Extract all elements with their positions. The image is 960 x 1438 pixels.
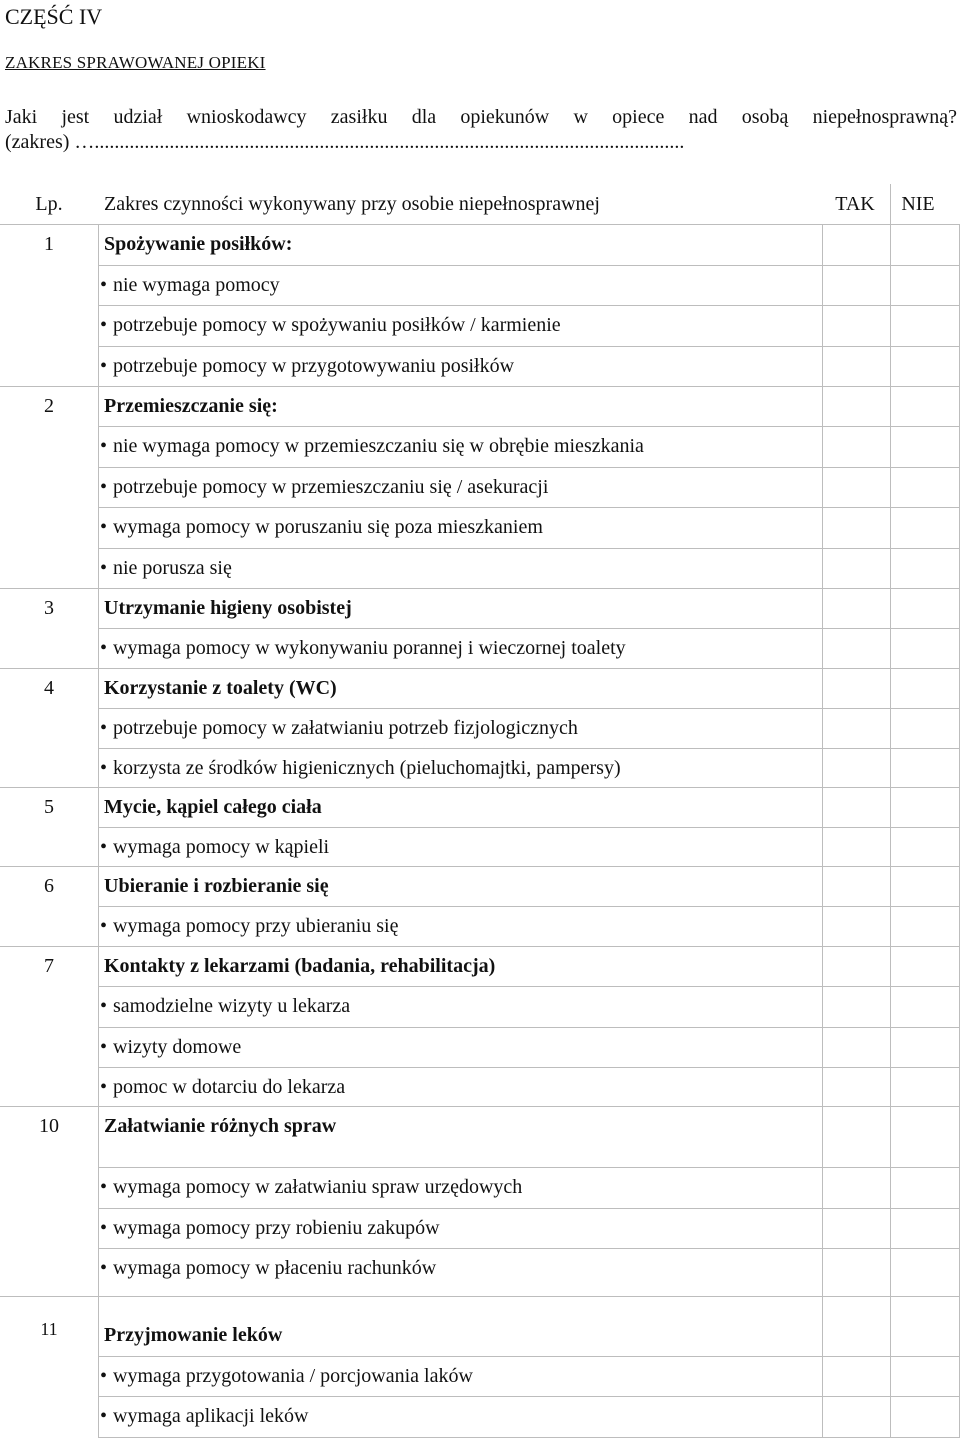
grid-line	[98, 708, 960, 709]
item-text	[100, 1208, 440, 1248]
tak-checkbox-cell[interactable]	[822, 827, 890, 867]
header-nie: NIE	[901, 193, 935, 215]
grid-line	[98, 224, 99, 1438]
grid-line	[98, 1356, 960, 1357]
list-item	[0, 305, 960, 345]
bullet-icon: •	[100, 717, 108, 739]
item-text	[100, 346, 514, 386]
bullet-icon: •	[100, 274, 108, 296]
grid-line	[0, 1106, 960, 1107]
grid-line	[98, 827, 960, 828]
item-text	[100, 1167, 522, 1207]
part-title: CZĘŚĆ IV	[5, 4, 103, 29]
item-text	[100, 906, 398, 946]
nie-checkbox-cell[interactable]	[890, 748, 960, 788]
grid-line	[98, 426, 960, 427]
bullet-icon: •	[100, 1257, 108, 1279]
group-title-row	[0, 224, 960, 264]
list-item	[0, 1027, 960, 1067]
group-title-row	[0, 588, 960, 628]
item-text	[100, 708, 578, 748]
bullet-icon: •	[100, 557, 108, 579]
header-tak: TAK	[835, 193, 875, 215]
nie-checkbox-cell[interactable]	[890, 1208, 960, 1248]
group-title-row	[0, 1315, 960, 1355]
row-number: 3	[44, 597, 54, 619]
nie-checkbox-cell[interactable]	[890, 346, 960, 386]
item-label: korzysta ze środków higienicznych (pieluchomajtki, pampersy)	[113, 757, 621, 779]
item-label: wymaga pomocy przy robieniu zakupów	[113, 1217, 440, 1239]
item-text	[100, 1396, 309, 1436]
group-title: Przyjmowanie leków	[104, 1324, 283, 1346]
list-item	[0, 467, 960, 507]
bullet-icon: •	[100, 516, 108, 538]
tak-checkbox-cell[interactable]	[822, 986, 890, 1026]
row-number: 6	[44, 875, 54, 897]
item-label: wymaga pomocy w załatwianiu spraw urzędowych	[113, 1176, 523, 1198]
bullet-icon: •	[100, 995, 108, 1017]
group-title: Spożywanie posiłków:	[104, 233, 293, 255]
grid-line	[0, 386, 960, 387]
item-label: potrzebuje pomocy w spożywaniu posiłków / karmienie	[113, 314, 561, 336]
list-item	[0, 708, 960, 748]
item-text	[100, 986, 350, 1026]
grid-line	[0, 1296, 960, 1297]
grid-line	[98, 265, 960, 266]
item-text	[100, 1067, 345, 1107]
group-title: Utrzymanie higieny osobistej	[104, 597, 352, 619]
tak-checkbox-cell[interactable]	[822, 305, 890, 345]
tak-checkbox-cell[interactable]	[822, 1248, 890, 1288]
list-item	[0, 1208, 960, 1248]
grid-line	[98, 1167, 960, 1168]
list-item	[0, 827, 960, 867]
row-number: 5	[44, 796, 54, 818]
nie-checkbox-cell[interactable]	[890, 1356, 960, 1396]
answer-field[interactable]: (zakres) …......................................................................................................................	[5, 131, 685, 153]
grid-line	[0, 866, 960, 867]
grid-line	[98, 1208, 960, 1209]
grid-line	[98, 1396, 960, 1397]
bullet-icon: •	[100, 915, 108, 937]
item-label: pomoc w dotarciu do lekarza	[113, 1076, 346, 1098]
item-label: samodzielne wizyty u lekarza	[113, 995, 351, 1017]
grid-line	[98, 1027, 960, 1028]
item-label: wymaga pomocy w poruszaniu się poza mieszkaniem	[113, 516, 543, 538]
nie-checkbox-cell[interactable]	[890, 305, 960, 345]
grid-line	[98, 748, 960, 749]
row-number: 11	[40, 1319, 58, 1339]
nie-checkbox-cell[interactable]	[890, 548, 960, 588]
list-item	[0, 748, 960, 788]
bullet-icon: •	[100, 1076, 108, 1098]
grid-line	[98, 628, 960, 629]
item-label: potrzebuje pomocy w przemieszczaniu się / asekuracji	[113, 476, 549, 498]
tak-checkbox-cell[interactable]	[822, 1167, 890, 1207]
group-title-row	[0, 668, 960, 708]
list-item	[0, 1396, 960, 1436]
grid-line	[98, 346, 960, 347]
item-label: wymaga pomocy w kąpieli	[113, 836, 330, 858]
group-title: Kontakty z lekarzami (badania, rehabilitacja)	[104, 955, 496, 977]
bullet-icon: •	[100, 1036, 108, 1058]
item-label: wymaga aplikacji leków	[113, 1405, 309, 1427]
group-title: Załatwianie różnych spraw	[104, 1115, 337, 1137]
tak-checkbox-cell[interactable]	[822, 1208, 890, 1248]
item-label: potrzebuje pomocy w załatwianiu potrzeb fizjologicznych	[113, 717, 578, 739]
tak-checkbox-cell[interactable]	[822, 1027, 890, 1067]
group-title-row	[0, 386, 960, 426]
grid-line	[98, 507, 960, 508]
item-label: nie wymaga pomocy w przemieszczaniu się w obrębie mieszkania	[113, 435, 644, 457]
bullet-icon: •	[100, 1365, 108, 1387]
tak-checkbox-cell[interactable]	[822, 628, 890, 668]
item-label: nie porusza się	[113, 557, 232, 579]
list-item	[0, 346, 960, 386]
tak-checkbox-cell[interactable]	[822, 906, 890, 946]
row-number: 4	[44, 677, 54, 699]
tak-checkbox-cell[interactable]	[822, 346, 890, 386]
row-number: 10	[39, 1115, 59, 1137]
grid-line	[0, 224, 960, 225]
item-text	[100, 467, 548, 507]
tak-checkbox-cell[interactable]	[822, 708, 890, 748]
group-title: Ubieranie i rozbieranie się	[104, 875, 329, 897]
section-title: ZAKRES SPRAWOWANEJ OPIEKI	[5, 53, 266, 72]
nie-checkbox-cell[interactable]	[890, 1396, 960, 1436]
list-item	[0, 426, 960, 466]
list-item	[0, 507, 960, 547]
group-title-row	[0, 946, 960, 986]
list-item	[0, 906, 960, 946]
tak-checkbox-cell[interactable]	[822, 1396, 890, 1436]
list-item	[0, 1167, 960, 1207]
grid-line	[98, 467, 960, 468]
list-item	[0, 548, 960, 588]
item-text	[100, 1356, 473, 1396]
nie-checkbox-cell[interactable]	[890, 1167, 960, 1207]
grid-line	[0, 668, 960, 669]
list-item	[0, 1248, 960, 1288]
row-number: 1	[44, 233, 54, 255]
group-title: Przemieszczanie się:	[104, 395, 278, 417]
list-item	[0, 1067, 960, 1107]
nie-checkbox-cell[interactable]	[890, 507, 960, 547]
grid-line	[98, 1248, 960, 1249]
item-text	[100, 1248, 436, 1288]
group-title: Korzystanie z toalety (WC)	[104, 677, 337, 699]
bullet-icon: •	[100, 836, 108, 858]
bullet-icon: •	[100, 435, 108, 457]
bullet-icon: •	[100, 1405, 108, 1427]
item-text	[100, 548, 232, 588]
nie-checkbox-cell[interactable]	[890, 827, 960, 867]
grid-line	[0, 588, 960, 589]
item-text	[100, 507, 543, 547]
bullet-icon: •	[100, 1176, 108, 1198]
group-title-row	[0, 787, 960, 827]
item-text	[100, 1027, 241, 1067]
item-label: wymaga przygotowania / porcjowania laków	[113, 1365, 473, 1387]
grid-line	[98, 548, 960, 549]
grid-line	[98, 986, 960, 987]
header-lp: Lp.	[35, 193, 63, 215]
table-header-row	[0, 184, 960, 224]
item-label: nie wymaga pomocy	[113, 274, 280, 296]
bullet-icon: •	[100, 476, 108, 498]
bullet-icon: •	[100, 314, 108, 336]
list-item	[0, 628, 960, 668]
nie-checkbox-cell[interactable]	[890, 628, 960, 668]
nie-checkbox-cell[interactable]	[890, 426, 960, 466]
tak-checkbox-cell[interactable]	[822, 1356, 890, 1396]
tak-checkbox-cell[interactable]	[822, 1067, 890, 1107]
item-text	[100, 265, 280, 305]
grid-line	[0, 787, 960, 788]
tak-checkbox-cell[interactable]	[822, 507, 890, 547]
tak-checkbox-cell[interactable]	[822, 426, 890, 466]
nie-checkbox-cell[interactable]	[890, 986, 960, 1026]
grid-line	[890, 184, 891, 1438]
nie-checkbox-cell[interactable]	[890, 265, 960, 305]
nie-checkbox-cell[interactable]	[890, 467, 960, 507]
grid-line	[98, 906, 960, 907]
bullet-icon: •	[100, 637, 108, 659]
nie-checkbox-cell[interactable]	[890, 708, 960, 748]
header-description: Zakres czynności wykonywany przy osobie niepełnosprawnej	[104, 193, 600, 215]
question-text: Jaki jest udział wnioskodawcy zasiłku dla opiekunów w opiece nad osobą niepełnosprawną?	[5, 106, 957, 128]
tak-checkbox-cell[interactable]	[822, 748, 890, 788]
row-number: 7	[44, 955, 54, 977]
item-text	[100, 628, 626, 668]
tak-checkbox-cell[interactable]	[822, 265, 890, 305]
nie-checkbox-cell[interactable]	[890, 1027, 960, 1067]
tak-checkbox-cell[interactable]	[822, 467, 890, 507]
item-text	[100, 426, 644, 466]
item-text	[100, 305, 561, 345]
item-text	[100, 827, 329, 867]
item-label: wymaga pomocy w wykonywaniu porannej i wieczornej toalety	[113, 637, 626, 659]
grid-line	[0, 946, 960, 947]
nie-checkbox-cell[interactable]	[890, 1248, 960, 1288]
bullet-icon: •	[100, 1217, 108, 1239]
care-table	[0, 184, 960, 1438]
item-text	[100, 748, 621, 788]
item-label: wymaga pomocy przy ubieraniu się	[113, 915, 399, 937]
group-title: Mycie, kąpiel całego ciała	[104, 796, 322, 818]
bullet-icon: •	[100, 757, 108, 779]
grid-line	[98, 305, 960, 306]
grid-line	[98, 1067, 960, 1068]
item-label: potrzebuje pomocy w przygotowywaniu posiłków	[113, 355, 515, 377]
grid-line	[822, 224, 823, 1438]
bullet-icon: •	[100, 355, 108, 377]
tak-checkbox-cell[interactable]	[822, 548, 890, 588]
list-item	[0, 265, 960, 305]
item-label: wymaga pomocy w płaceniu rachunków	[113, 1257, 437, 1279]
group-title-row	[0, 866, 960, 906]
nie-checkbox-cell[interactable]	[890, 906, 960, 946]
nie-checkbox-cell[interactable]	[890, 1067, 960, 1107]
row-number: 2	[44, 395, 54, 417]
list-item	[0, 986, 960, 1026]
item-label: wizyty domowe	[113, 1036, 242, 1058]
group-title-row	[0, 1106, 960, 1146]
list-item	[0, 1356, 960, 1396]
